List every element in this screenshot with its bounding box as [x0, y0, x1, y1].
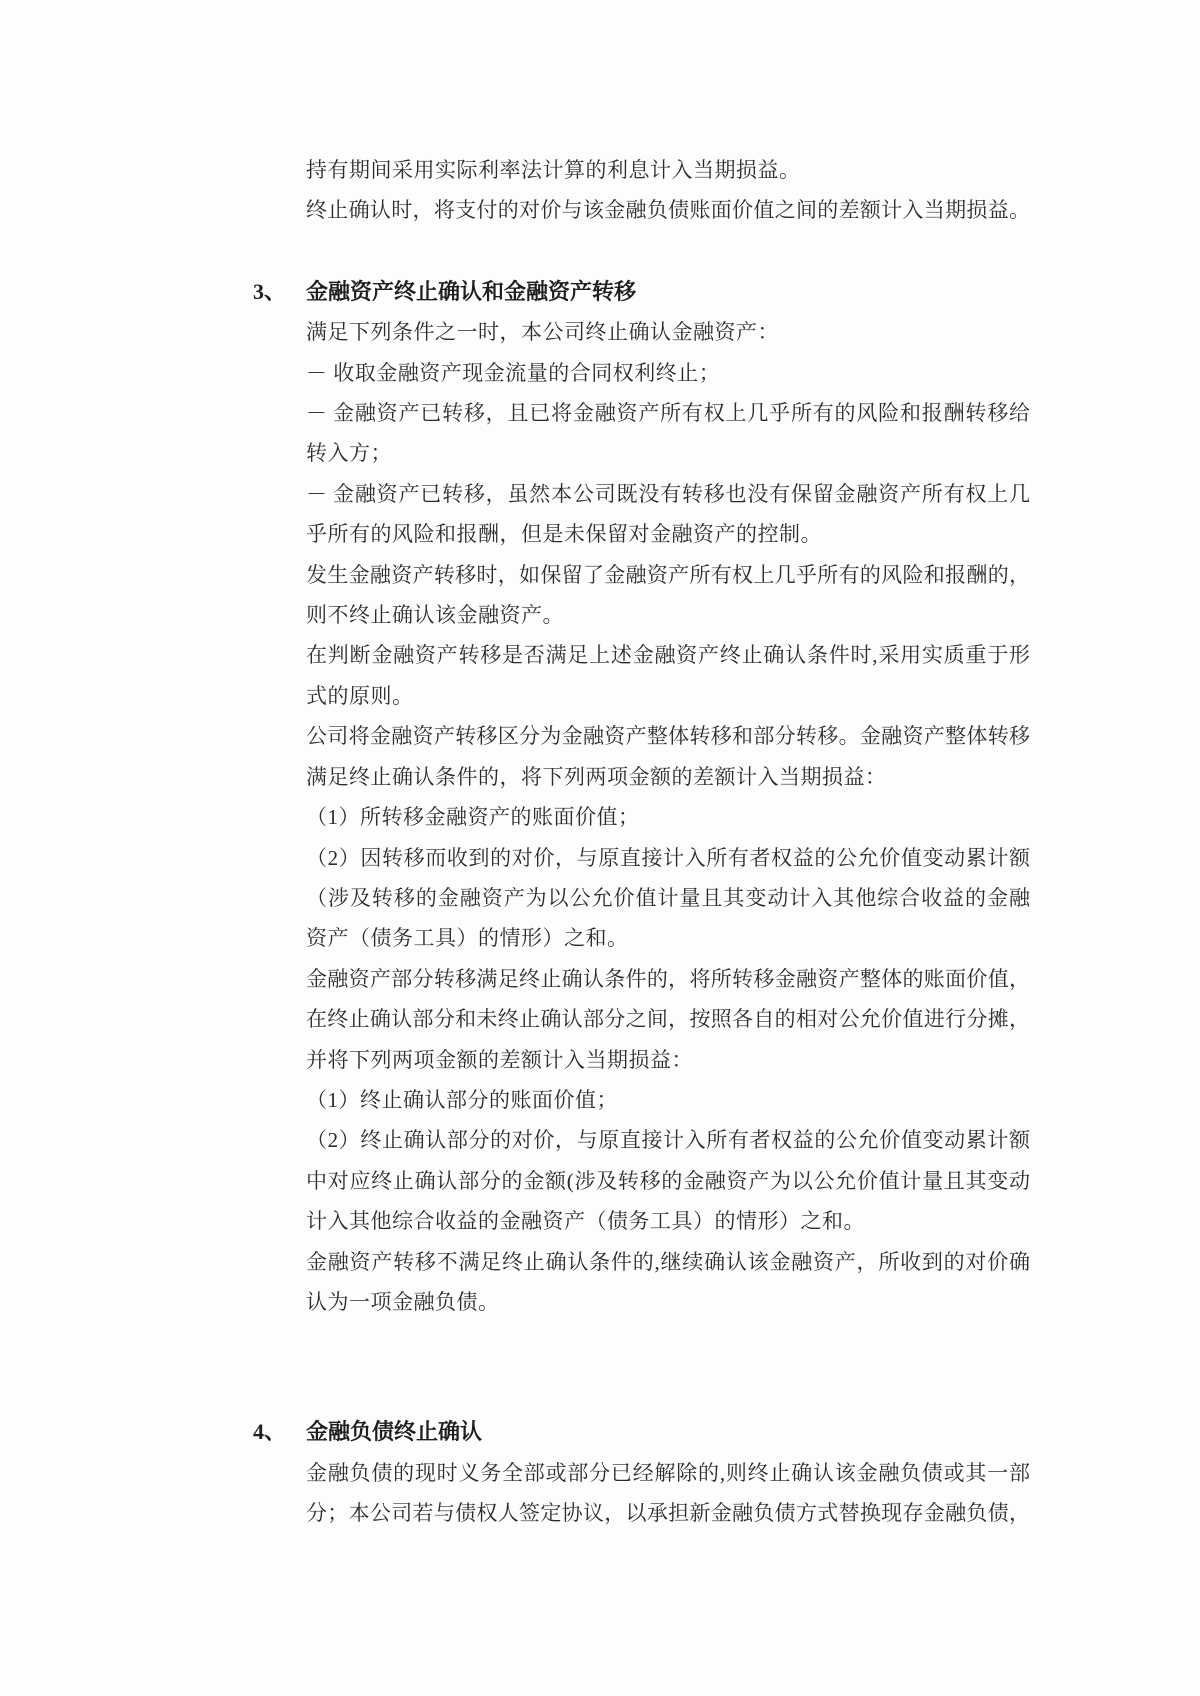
text-line: 金融负债的现时义务全部或部分已经解除的,则终止确认该金融负债或其一部	[306, 1460, 1030, 1485]
text-line: 满足终止确认条件的，将下列两项金额的差额计入当期损益：	[306, 764, 887, 789]
section-title: 金融资产终止确认和金融资产转移	[306, 278, 637, 304]
section-title: 金融负债终止确认	[306, 1419, 483, 1445]
text-line: 计入其他综合收益的金融资产（债务工具）的情形）之和。	[306, 1209, 865, 1234]
text-line: 乎所有的风险和报酬，但是未保留对金融资产的控制。	[306, 522, 822, 547]
text-line: 分；本公司若与债权人签定协议，以承担新金融负债方式替换现存金融负债，	[306, 1501, 1030, 1526]
text-line: 公司将金融资产转移区分为金融资产整体转移和部分转移。金融资产整体转移	[306, 724, 1030, 749]
text-line: （涉及转移的金融资产为以公允价值计量且其变动计入其他综合收益的金融	[306, 885, 1030, 910]
text-line: （2）终止确认部分的对价，与原直接计入所有者权益的公允价值变动累计额	[306, 1128, 1030, 1153]
text-line: 中对应终止确认部分的金额(涉及转移的金融资产为以公允价值计量且其变动	[306, 1168, 1030, 1193]
section-gap	[306, 1322, 1030, 1412]
text-line: 在终止确认部分和未终止确认部分之间，按照各自的相对公允价值进行分摊，	[306, 1007, 1030, 1032]
text-line: 式的原则。	[306, 683, 414, 708]
text-line: 持有期间采用实际利率法计算的利息计入当期损益。	[306, 158, 801, 182]
text-line: － 收取金融资产现金流量的合同权利终止；	[306, 360, 721, 385]
text-line: 满足下列条件之一时，本公司终止确认金融资产：	[306, 320, 779, 345]
text-line: 资产（债务工具）的情形）之和。	[306, 926, 629, 951]
section-number: 3、	[253, 278, 287, 304]
text-line: 发生金融资产转移时，如保留了金融资产所有权上几乎所有的风险和报酬的，	[306, 562, 1030, 587]
text-line: （1）所转移金融资产的账面价值；	[306, 805, 640, 830]
text-line: 金融资产部分转移满足终止确认条件的，将所转移金融资产整体的账面价值，	[306, 966, 1030, 991]
section-3-heading	[253, 272, 1030, 312]
text-line: － 金融资产已转移，且已将金融资产所有权上几乎所有的风险和报酬转移给	[306, 401, 1030, 426]
text-line: 在判断金融资产转移是否满足上述金融资产终止确认条件时,采用实质重于形	[306, 643, 1030, 668]
text-line: 并将下列两项金额的差额计入当期损益：	[306, 1047, 693, 1072]
text-line: （1）终止确认部分的账面价值；	[306, 1087, 618, 1112]
paragraph-gap	[306, 231, 1030, 272]
section-number: 4、	[253, 1419, 287, 1445]
text-line: 金融资产转移不满足终止确认条件的,继续确认该金融资产，所收到的对价确	[306, 1249, 1030, 1274]
text-line: 终止确认时，将支付的对价与该金融负债账面价值之间的差额计入当期损益。	[306, 198, 1030, 223]
text-line: （2）因转移而收到的对价，与原直接计入所有者权益的公允价值变动累计额	[306, 845, 1030, 870]
section-4-heading	[253, 1412, 1030, 1452]
text-line: 则不终止确认该金融资产。	[306, 603, 564, 628]
document-body	[253, 150, 1030, 1534]
text-line: － 金融资产已转移，虽然本公司既没有转移也没有保留金融资产所有权上几	[306, 481, 1030, 506]
text-line: 转入方；	[306, 441, 392, 466]
text-line: 认为一项金融负债。	[306, 1289, 500, 1314]
